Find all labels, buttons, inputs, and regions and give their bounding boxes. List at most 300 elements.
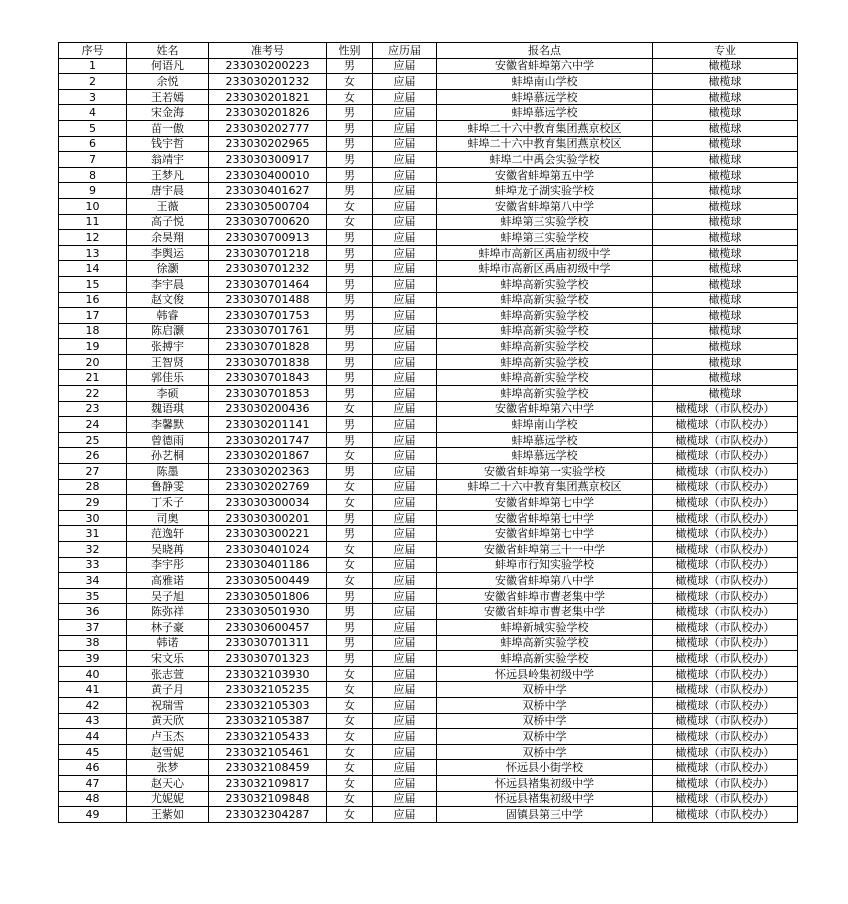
cell-index: 23 bbox=[59, 401, 127, 417]
cell-gender: 女 bbox=[327, 807, 373, 823]
cell-graduate-type: 应届 bbox=[373, 401, 437, 417]
cell-name: 黄子月 bbox=[127, 682, 209, 698]
cell-graduate-type: 应届 bbox=[373, 89, 437, 105]
cell-graduate-type: 应届 bbox=[373, 713, 437, 729]
cell-gender: 女 bbox=[327, 682, 373, 698]
cell-gender: 男 bbox=[327, 339, 373, 355]
cell-name: 吴子旭 bbox=[127, 588, 209, 604]
cell-major: 橄榄球（市队校办） bbox=[653, 542, 798, 558]
table-row bbox=[59, 713, 798, 729]
table-row bbox=[59, 526, 798, 542]
cell-gender: 女 bbox=[327, 713, 373, 729]
cell-major: 橄榄球 bbox=[653, 58, 798, 74]
cell-index: 34 bbox=[59, 573, 127, 589]
cell-exam-id: 233030701828 bbox=[209, 339, 327, 355]
cell-name: 徐灏 bbox=[127, 261, 209, 277]
cell-exam-id: 233030701311 bbox=[209, 635, 327, 651]
cell-name: 余昊翔 bbox=[127, 230, 209, 246]
cell-registration-site: 双桥中学 bbox=[437, 682, 653, 698]
cell-index: 25 bbox=[59, 432, 127, 448]
cell-major: 橄榄球 bbox=[653, 354, 798, 370]
cell-index: 37 bbox=[59, 619, 127, 635]
cell-registration-site: 安徽省蚌埠市曹老集中学 bbox=[437, 588, 653, 604]
cell-registration-site: 蚌埠二十六中教育集团燕京校区 bbox=[437, 479, 653, 495]
cell-gender: 男 bbox=[327, 432, 373, 448]
cell-exam-id: 233030600457 bbox=[209, 619, 327, 635]
cell-major: 橄榄球 bbox=[653, 89, 798, 105]
cell-gender: 女 bbox=[327, 401, 373, 417]
cell-index: 28 bbox=[59, 479, 127, 495]
header-gender: 性别 bbox=[327, 43, 373, 59]
cell-registration-site: 安徽省蚌埠第八中学 bbox=[437, 573, 653, 589]
cell-gender: 男 bbox=[327, 230, 373, 246]
cell-registration-site: 蚌埠慕远学校 bbox=[437, 105, 653, 121]
cell-exam-id: 233030500704 bbox=[209, 198, 327, 214]
cell-major: 橄榄球（市队校办） bbox=[653, 744, 798, 760]
cell-major: 橄榄球（市队校办） bbox=[653, 495, 798, 511]
cell-name: 钱宇哲 bbox=[127, 136, 209, 152]
cell-graduate-type: 应届 bbox=[373, 323, 437, 339]
cell-name: 宋文乐 bbox=[127, 651, 209, 667]
cell-exam-id: 233030201747 bbox=[209, 432, 327, 448]
cell-index: 33 bbox=[59, 557, 127, 573]
table-row bbox=[59, 74, 798, 90]
cell-name: 李宇彤 bbox=[127, 557, 209, 573]
cell-name: 王智贤 bbox=[127, 354, 209, 370]
cell-registration-site: 蚌埠高新实验学校 bbox=[437, 370, 653, 386]
cell-major: 橄榄球（市队校办） bbox=[653, 401, 798, 417]
cell-major: 橄榄球 bbox=[653, 136, 798, 152]
cell-gender: 女 bbox=[327, 542, 373, 558]
cell-gender: 男 bbox=[327, 588, 373, 604]
cell-major: 橄榄球 bbox=[653, 276, 798, 292]
cell-gender: 男 bbox=[327, 417, 373, 433]
cell-major: 橄榄球（市队校办） bbox=[653, 697, 798, 713]
cell-graduate-type: 应届 bbox=[373, 74, 437, 90]
table-row bbox=[59, 105, 798, 121]
cell-name: 陈启灏 bbox=[127, 323, 209, 339]
header-registration-site: 报名点 bbox=[437, 43, 653, 59]
cell-name: 司奥 bbox=[127, 510, 209, 526]
table-row bbox=[59, 448, 798, 464]
cell-registration-site: 蚌埠二中禹会实验学校 bbox=[437, 152, 653, 168]
cell-graduate-type: 应届 bbox=[373, 760, 437, 776]
cell-name: 张搏宇 bbox=[127, 339, 209, 355]
table-row bbox=[59, 588, 798, 604]
table-row bbox=[59, 557, 798, 573]
cell-exam-id: 233030701843 bbox=[209, 370, 327, 386]
cell-exam-id: 233032105461 bbox=[209, 744, 327, 760]
cell-graduate-type: 应届 bbox=[373, 339, 437, 355]
cell-gender: 男 bbox=[327, 619, 373, 635]
cell-exam-id: 233030201867 bbox=[209, 448, 327, 464]
table-row bbox=[59, 729, 798, 745]
cell-graduate-type: 应届 bbox=[373, 261, 437, 277]
cell-exam-id: 233032105235 bbox=[209, 682, 327, 698]
cell-major: 橄榄球（市队校办） bbox=[653, 479, 798, 495]
cell-exam-id: 233030701323 bbox=[209, 651, 327, 667]
header-major: 专业 bbox=[653, 43, 798, 59]
cell-exam-id: 233030300201 bbox=[209, 510, 327, 526]
cell-gender: 男 bbox=[327, 105, 373, 121]
cell-gender: 女 bbox=[327, 479, 373, 495]
cell-graduate-type: 应届 bbox=[373, 697, 437, 713]
table-row bbox=[59, 323, 798, 339]
cell-index: 48 bbox=[59, 791, 127, 807]
cell-name: 余悦 bbox=[127, 74, 209, 90]
cell-exam-id: 233030300221 bbox=[209, 526, 327, 542]
cell-exam-id: 233032103930 bbox=[209, 666, 327, 682]
cell-name: 曾德雨 bbox=[127, 432, 209, 448]
table-header bbox=[59, 43, 798, 59]
cell-name: 王紫如 bbox=[127, 807, 209, 823]
cell-registration-site: 蚌埠南山学校 bbox=[437, 417, 653, 433]
cell-gender: 男 bbox=[327, 323, 373, 339]
cell-gender: 男 bbox=[327, 276, 373, 292]
cell-major: 橄榄球（市队校办） bbox=[653, 651, 798, 667]
cell-registration-site: 安徽省蚌埠第七中学 bbox=[437, 526, 653, 542]
cell-name: 赵雪妮 bbox=[127, 744, 209, 760]
cell-registration-site: 蚌埠高新实验学校 bbox=[437, 292, 653, 308]
cell-exam-id: 233030400010 bbox=[209, 167, 327, 183]
cell-name: 宋金海 bbox=[127, 105, 209, 121]
cell-exam-id: 233030701218 bbox=[209, 245, 327, 261]
cell-registration-site: 蚌埠高新实验学校 bbox=[437, 386, 653, 402]
cell-registration-site: 双桥中学 bbox=[437, 713, 653, 729]
cell-name: 郭佳乐 bbox=[127, 370, 209, 386]
cell-major: 橄榄球（市队校办） bbox=[653, 604, 798, 620]
cell-gender: 男 bbox=[327, 604, 373, 620]
cell-index: 7 bbox=[59, 152, 127, 168]
cell-major: 橄榄球（市队校办） bbox=[653, 573, 798, 589]
cell-major: 橄榄球 bbox=[653, 308, 798, 324]
cell-graduate-type: 应届 bbox=[373, 510, 437, 526]
cell-index: 14 bbox=[59, 261, 127, 277]
cell-major: 橄榄球 bbox=[653, 339, 798, 355]
table-row bbox=[59, 214, 798, 230]
cell-gender: 男 bbox=[327, 510, 373, 526]
cell-registration-site: 蚌埠慕远学校 bbox=[437, 448, 653, 464]
table-row bbox=[59, 183, 798, 199]
cell-name: 卢玉杰 bbox=[127, 729, 209, 745]
table-row bbox=[59, 58, 798, 74]
cell-name: 李舆运 bbox=[127, 245, 209, 261]
table-row bbox=[59, 775, 798, 791]
cell-registration-site: 蚌埠市高新区禹庙初级中学 bbox=[437, 245, 653, 261]
cell-gender: 女 bbox=[327, 557, 373, 573]
cell-graduate-type: 应届 bbox=[373, 120, 437, 136]
cell-exam-id: 233030200223 bbox=[209, 58, 327, 74]
table-row bbox=[59, 120, 798, 136]
table-row bbox=[59, 666, 798, 682]
cell-graduate-type: 应届 bbox=[373, 588, 437, 604]
cell-exam-id: 233032108459 bbox=[209, 760, 327, 776]
cell-name: 张梦 bbox=[127, 760, 209, 776]
cell-name: 李馨默 bbox=[127, 417, 209, 433]
cell-exam-id: 233030202769 bbox=[209, 479, 327, 495]
cell-exam-id: 233032105303 bbox=[209, 697, 327, 713]
table-row bbox=[59, 276, 798, 292]
cell-index: 44 bbox=[59, 729, 127, 745]
cell-name: 何语凡 bbox=[127, 58, 209, 74]
cell-registration-site: 安徽省蚌埠第一实验学校 bbox=[437, 464, 653, 480]
table-row bbox=[59, 167, 798, 183]
cell-exam-id: 233030701488 bbox=[209, 292, 327, 308]
cell-graduate-type: 应届 bbox=[373, 573, 437, 589]
cell-exam-id: 233032109817 bbox=[209, 775, 327, 791]
cell-major: 橄榄球（市队校办） bbox=[653, 526, 798, 542]
cell-index: 9 bbox=[59, 183, 127, 199]
cell-major: 橄榄球（市队校办） bbox=[653, 666, 798, 682]
cell-graduate-type: 应届 bbox=[373, 370, 437, 386]
cell-graduate-type: 应届 bbox=[373, 635, 437, 651]
table-row bbox=[59, 744, 798, 760]
cell-name: 陈墨 bbox=[127, 464, 209, 480]
cell-graduate-type: 应届 bbox=[373, 183, 437, 199]
cell-name: 鲁静雯 bbox=[127, 479, 209, 495]
cell-gender: 男 bbox=[327, 651, 373, 667]
cell-registration-site: 安徽省蚌埠第八中学 bbox=[437, 198, 653, 214]
cell-major: 橄榄球 bbox=[653, 261, 798, 277]
cell-graduate-type: 应届 bbox=[373, 152, 437, 168]
header-graduate-type: 应历届 bbox=[373, 43, 437, 59]
cell-exam-id: 233030701464 bbox=[209, 276, 327, 292]
cell-graduate-type: 应届 bbox=[373, 276, 437, 292]
cell-graduate-type: 应届 bbox=[373, 666, 437, 682]
cell-major: 橄榄球 bbox=[653, 152, 798, 168]
cell-registration-site: 蚌埠慕远学校 bbox=[437, 89, 653, 105]
cell-registration-site: 双桥中学 bbox=[437, 744, 653, 760]
cell-registration-site: 安徽省蚌埠市曹老集中学 bbox=[437, 604, 653, 620]
table-row bbox=[59, 760, 798, 776]
cell-exam-id: 233030501806 bbox=[209, 588, 327, 604]
cell-registration-site: 蚌埠高新实验学校 bbox=[437, 323, 653, 339]
cell-index: 22 bbox=[59, 386, 127, 402]
cell-graduate-type: 应届 bbox=[373, 807, 437, 823]
table-row bbox=[59, 651, 798, 667]
table-row bbox=[59, 697, 798, 713]
cell-exam-id: 233030201141 bbox=[209, 417, 327, 433]
cell-major: 橄榄球 bbox=[653, 370, 798, 386]
cell-major: 橄榄球（市队校办） bbox=[653, 682, 798, 698]
table-row bbox=[59, 261, 798, 277]
cell-name: 王梦凡 bbox=[127, 167, 209, 183]
cell-index: 2 bbox=[59, 74, 127, 90]
cell-registration-site: 蚌埠慕远学校 bbox=[437, 432, 653, 448]
cell-registration-site: 蚌埠第三实验学校 bbox=[437, 230, 653, 246]
cell-index: 21 bbox=[59, 370, 127, 386]
cell-gender: 男 bbox=[327, 261, 373, 277]
cell-registration-site: 双桥中学 bbox=[437, 697, 653, 713]
cell-major: 橄榄球 bbox=[653, 292, 798, 308]
cell-name: 王若嫣 bbox=[127, 89, 209, 105]
cell-index: 43 bbox=[59, 713, 127, 729]
cell-index: 15 bbox=[59, 276, 127, 292]
cell-registration-site: 怀远县褚集初级中学 bbox=[437, 791, 653, 807]
cell-index: 8 bbox=[59, 167, 127, 183]
cell-index: 18 bbox=[59, 323, 127, 339]
cell-exam-id: 233032105433 bbox=[209, 729, 327, 745]
cell-major: 橄榄球 bbox=[653, 120, 798, 136]
cell-gender: 女 bbox=[327, 495, 373, 511]
cell-gender: 男 bbox=[327, 167, 373, 183]
cell-exam-id: 233030701838 bbox=[209, 354, 327, 370]
cell-registration-site: 固镇县第三中学 bbox=[437, 807, 653, 823]
cell-gender: 男 bbox=[327, 464, 373, 480]
cell-major: 橄榄球（市队校办） bbox=[653, 807, 798, 823]
cell-registration-site: 安徽省蚌埠第三十一中学 bbox=[437, 542, 653, 558]
cell-name: 高子悦 bbox=[127, 214, 209, 230]
cell-gender: 男 bbox=[327, 120, 373, 136]
cell-major: 橄榄球（市队校办） bbox=[653, 588, 798, 604]
cell-index: 13 bbox=[59, 245, 127, 261]
table-row bbox=[59, 152, 798, 168]
table-row bbox=[59, 479, 798, 495]
cell-graduate-type: 应届 bbox=[373, 775, 437, 791]
table-row bbox=[59, 682, 798, 698]
table-row bbox=[59, 89, 798, 105]
cell-index: 38 bbox=[59, 635, 127, 651]
cell-exam-id: 233032105387 bbox=[209, 713, 327, 729]
cell-graduate-type: 应届 bbox=[373, 651, 437, 667]
cell-exam-id: 233030300034 bbox=[209, 495, 327, 511]
cell-gender: 男 bbox=[327, 58, 373, 74]
table-row bbox=[59, 791, 798, 807]
cell-exam-id: 233030202363 bbox=[209, 464, 327, 480]
cell-index: 1 bbox=[59, 58, 127, 74]
cell-registration-site: 蚌埠高新实验学校 bbox=[437, 635, 653, 651]
cell-exam-id: 233030700620 bbox=[209, 214, 327, 230]
table-row bbox=[59, 807, 798, 823]
cell-exam-id: 233030201232 bbox=[209, 74, 327, 90]
cell-exam-id: 233030701761 bbox=[209, 323, 327, 339]
cell-graduate-type: 应届 bbox=[373, 448, 437, 464]
table-row bbox=[59, 495, 798, 511]
cell-name: 尤妮妮 bbox=[127, 791, 209, 807]
table-row bbox=[59, 432, 798, 448]
cell-gender: 男 bbox=[327, 635, 373, 651]
table-row bbox=[59, 339, 798, 355]
cell-graduate-type: 应届 bbox=[373, 245, 437, 261]
cell-graduate-type: 应届 bbox=[373, 744, 437, 760]
cell-graduate-type: 应届 bbox=[373, 542, 437, 558]
table-row bbox=[59, 619, 798, 635]
cell-index: 5 bbox=[59, 120, 127, 136]
cell-major: 橄榄球 bbox=[653, 230, 798, 246]
cell-gender: 女 bbox=[327, 744, 373, 760]
cell-gender: 女 bbox=[327, 666, 373, 682]
cell-registration-site: 安徽省蚌埠第七中学 bbox=[437, 495, 653, 511]
table-row bbox=[59, 510, 798, 526]
cell-index: 35 bbox=[59, 588, 127, 604]
cell-name: 黄天欣 bbox=[127, 713, 209, 729]
cell-exam-id: 233030701853 bbox=[209, 386, 327, 402]
cell-gender: 男 bbox=[327, 526, 373, 542]
table-row bbox=[59, 230, 798, 246]
cell-gender: 女 bbox=[327, 729, 373, 745]
cell-registration-site: 蚌埠南山学校 bbox=[437, 74, 653, 90]
cell-name: 祝瑞雪 bbox=[127, 697, 209, 713]
cell-exam-id: 233032304287 bbox=[209, 807, 327, 823]
cell-exam-id: 233030401627 bbox=[209, 183, 327, 199]
cell-index: 40 bbox=[59, 666, 127, 682]
cell-index: 46 bbox=[59, 760, 127, 776]
cell-major: 橄榄球（市队校办） bbox=[653, 619, 798, 635]
table-row bbox=[59, 401, 798, 417]
cell-graduate-type: 应届 bbox=[373, 386, 437, 402]
table-body bbox=[59, 58, 798, 822]
cell-index: 3 bbox=[59, 89, 127, 105]
cell-graduate-type: 应届 bbox=[373, 354, 437, 370]
cell-registration-site: 蚌埠高新实验学校 bbox=[437, 276, 653, 292]
cell-registration-site: 蚌埠市高新区禹庙初级中学 bbox=[437, 261, 653, 277]
cell-major: 橄榄球 bbox=[653, 386, 798, 402]
cell-gender: 女 bbox=[327, 198, 373, 214]
cell-name: 丁禾子 bbox=[127, 495, 209, 511]
cell-registration-site: 蚌埠高新实验学校 bbox=[437, 651, 653, 667]
cell-major: 橄榄球 bbox=[653, 105, 798, 121]
cell-index: 6 bbox=[59, 136, 127, 152]
cell-name: 赵文俊 bbox=[127, 292, 209, 308]
cell-gender: 男 bbox=[327, 370, 373, 386]
roster-table bbox=[58, 42, 798, 823]
cell-gender: 男 bbox=[327, 308, 373, 324]
cell-graduate-type: 应届 bbox=[373, 604, 437, 620]
cell-graduate-type: 应届 bbox=[373, 214, 437, 230]
table-row bbox=[59, 370, 798, 386]
table-row bbox=[59, 573, 798, 589]
cell-major: 橄榄球（市队校办） bbox=[653, 635, 798, 651]
cell-major: 橄榄球 bbox=[653, 183, 798, 199]
cell-index: 24 bbox=[59, 417, 127, 433]
table-row bbox=[59, 354, 798, 370]
cell-exam-id: 233030300917 bbox=[209, 152, 327, 168]
cell-registration-site: 蚌埠新城实验学校 bbox=[437, 619, 653, 635]
cell-name: 魏语琪 bbox=[127, 401, 209, 417]
cell-major: 橄榄球 bbox=[653, 198, 798, 214]
cell-registration-site: 双桥中学 bbox=[437, 729, 653, 745]
cell-gender: 女 bbox=[327, 791, 373, 807]
cell-registration-site: 安徽省蚌埠第六中学 bbox=[437, 401, 653, 417]
header-name: 姓名 bbox=[127, 43, 209, 59]
cell-major: 橄榄球（市队校办） bbox=[653, 760, 798, 776]
cell-graduate-type: 应届 bbox=[373, 729, 437, 745]
cell-index: 20 bbox=[59, 354, 127, 370]
cell-graduate-type: 应届 bbox=[373, 198, 437, 214]
cell-major: 橄榄球（市队校办） bbox=[653, 775, 798, 791]
cell-gender: 女 bbox=[327, 573, 373, 589]
cell-graduate-type: 应届 bbox=[373, 464, 437, 480]
cell-name: 孙艺桐 bbox=[127, 448, 209, 464]
cell-index: 29 bbox=[59, 495, 127, 511]
cell-name: 韩诺 bbox=[127, 635, 209, 651]
cell-name: 苗一傲 bbox=[127, 120, 209, 136]
table-row bbox=[59, 464, 798, 480]
cell-gender: 男 bbox=[327, 245, 373, 261]
table-row bbox=[59, 292, 798, 308]
cell-index: 10 bbox=[59, 198, 127, 214]
cell-index: 42 bbox=[59, 697, 127, 713]
cell-gender: 女 bbox=[327, 74, 373, 90]
cell-gender: 女 bbox=[327, 697, 373, 713]
cell-name: 翁靖宇 bbox=[127, 152, 209, 168]
table-row bbox=[59, 542, 798, 558]
cell-name: 吴晓苒 bbox=[127, 542, 209, 558]
cell-graduate-type: 应届 bbox=[373, 292, 437, 308]
cell-major: 橄榄球 bbox=[653, 214, 798, 230]
cell-gender: 女 bbox=[327, 448, 373, 464]
cell-exam-id: 233030500449 bbox=[209, 573, 327, 589]
